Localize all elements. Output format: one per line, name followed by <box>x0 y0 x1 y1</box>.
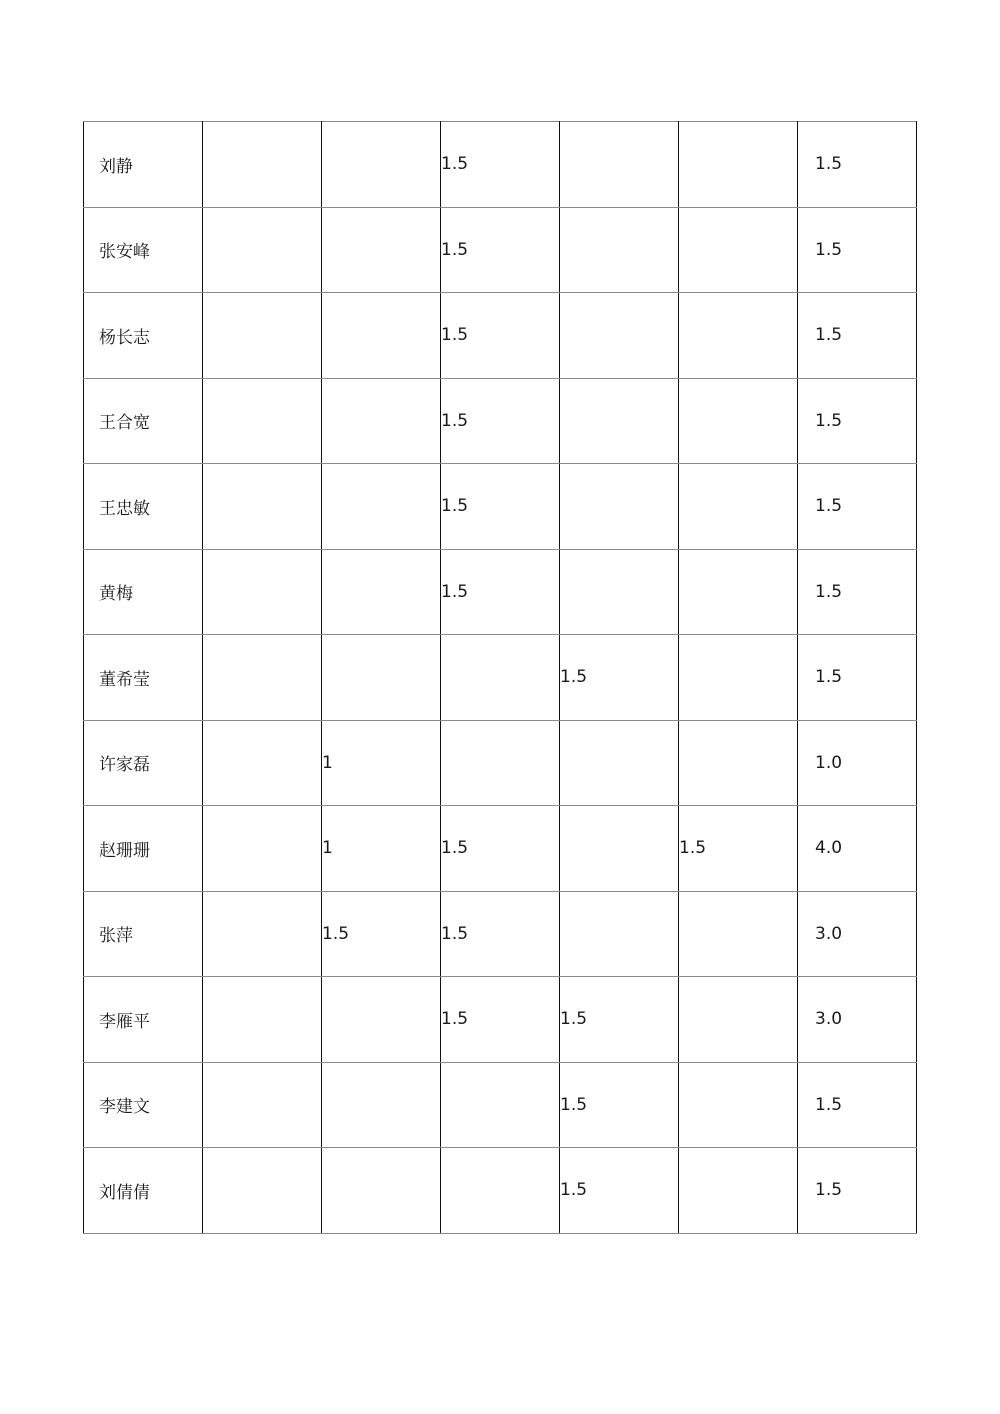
score-table <box>83 121 917 1234</box>
table-cell <box>203 806 322 892</box>
total-cell: 1.5 <box>798 122 917 208</box>
table-row <box>84 977 917 1063</box>
table-cell: 1 <box>322 806 441 892</box>
table-row <box>84 549 917 635</box>
table-cell: 1.5 <box>441 806 560 892</box>
table-cell <box>560 891 679 977</box>
name-cell: 杨长志 <box>84 293 203 379</box>
total-cell: 1.5 <box>798 378 917 464</box>
table-cell <box>560 464 679 550</box>
table-cell <box>322 1062 441 1148</box>
table-cell: 1.5 <box>560 1062 679 1148</box>
table-cell <box>322 635 441 721</box>
table-cell <box>203 977 322 1063</box>
table-cell <box>441 720 560 806</box>
name-cell: 刘倩倩 <box>84 1148 203 1234</box>
table-row <box>84 1062 917 1148</box>
total-cell: 1.5 <box>798 293 917 379</box>
table-cell <box>560 122 679 208</box>
table-cell <box>322 464 441 550</box>
table-row <box>84 378 917 464</box>
table-row <box>84 464 917 550</box>
table-cell <box>560 720 679 806</box>
table-cell: 1.5 <box>441 464 560 550</box>
table-cell <box>679 1062 798 1148</box>
table-cell <box>322 549 441 635</box>
table-row <box>84 891 917 977</box>
table-cell <box>560 549 679 635</box>
table-cell <box>560 293 679 379</box>
table-cell <box>560 207 679 293</box>
total-cell: 1.5 <box>798 549 917 635</box>
table-cell <box>679 1148 798 1234</box>
table-cell: 1.5 <box>560 977 679 1063</box>
name-cell: 张安峰 <box>84 207 203 293</box>
table-cell <box>679 464 798 550</box>
table-cell: 1.5 <box>441 977 560 1063</box>
total-cell: 4.0 <box>798 806 917 892</box>
table-cell: 1.5 <box>441 549 560 635</box>
table-row <box>84 720 917 806</box>
table-row <box>84 1148 917 1234</box>
table-cell: 1 <box>322 720 441 806</box>
name-cell: 赵珊珊 <box>84 806 203 892</box>
total-cell: 1.0 <box>798 720 917 806</box>
table-cell <box>203 1062 322 1148</box>
table-row <box>84 293 917 379</box>
name-cell: 许家磊 <box>84 720 203 806</box>
table-cell <box>203 891 322 977</box>
table-cell <box>679 977 798 1063</box>
name-cell: 张萍 <box>84 891 203 977</box>
table-row <box>84 806 917 892</box>
table-cell <box>679 293 798 379</box>
table-cell <box>679 891 798 977</box>
table-cell <box>679 207 798 293</box>
table-row <box>84 635 917 721</box>
table-cell: 1.5 <box>441 293 560 379</box>
table-cell <box>203 464 322 550</box>
table-cell: 1.5 <box>441 122 560 208</box>
table-cell <box>203 720 322 806</box>
name-cell: 董希莹 <box>84 635 203 721</box>
name-cell: 王忠敏 <box>84 464 203 550</box>
name-cell: 王合宽 <box>84 378 203 464</box>
total-cell: 1.5 <box>798 1062 917 1148</box>
table-cell: 1.5 <box>322 891 441 977</box>
table-cell: 1.5 <box>560 1148 679 1234</box>
total-cell: 3.0 <box>798 891 917 977</box>
table-cell <box>203 635 322 721</box>
table-cell <box>203 378 322 464</box>
name-cell: 刘静 <box>84 122 203 208</box>
table-cell <box>203 549 322 635</box>
table-cell <box>322 122 441 208</box>
table-cell <box>679 378 798 464</box>
table-cell <box>203 1148 322 1234</box>
total-cell: 1.5 <box>798 464 917 550</box>
table-cell <box>203 122 322 208</box>
table-cell <box>560 806 679 892</box>
table-cell <box>679 122 798 208</box>
table-cell <box>322 1148 441 1234</box>
table-row <box>84 122 917 208</box>
total-cell: 1.5 <box>798 635 917 721</box>
name-cell: 李雁平 <box>84 977 203 1063</box>
table-cell: 1.5 <box>441 207 560 293</box>
table-row <box>84 207 917 293</box>
name-cell: 黄梅 <box>84 549 203 635</box>
table-cell <box>322 207 441 293</box>
total-cell: 3.0 <box>798 977 917 1063</box>
table-cell: 1.5 <box>441 378 560 464</box>
table-cell <box>441 1062 560 1148</box>
table-cell <box>203 207 322 293</box>
table-cell <box>322 293 441 379</box>
table-cell <box>203 293 322 379</box>
table-cell: 1.5 <box>441 891 560 977</box>
total-cell: 1.5 <box>798 1148 917 1234</box>
table-cell <box>441 635 560 721</box>
table-cell <box>679 720 798 806</box>
table-cell: 1.5 <box>560 635 679 721</box>
name-cell: 李建文 <box>84 1062 203 1148</box>
table-cell: 1.5 <box>679 806 798 892</box>
table-cell <box>679 635 798 721</box>
table-cell <box>322 977 441 1063</box>
table-cell <box>679 549 798 635</box>
table-cell <box>322 378 441 464</box>
table-cell <box>441 1148 560 1234</box>
table-cell <box>560 378 679 464</box>
total-cell: 1.5 <box>798 207 917 293</box>
